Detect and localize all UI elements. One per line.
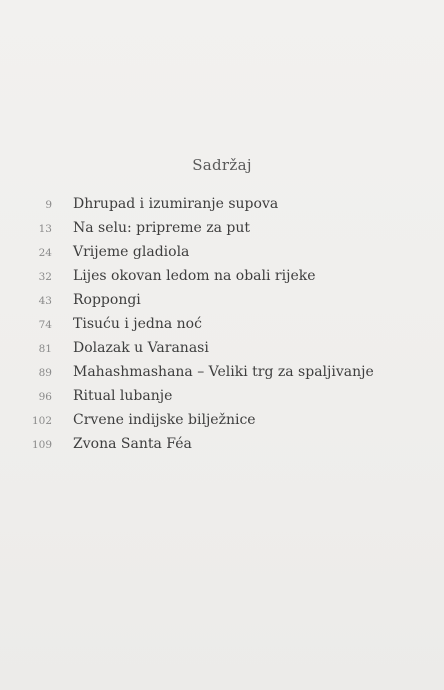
toc-chapter-title: Na selu: pripreme za put: [73, 220, 251, 236]
toc-chapter-title: Roppongi: [73, 292, 141, 308]
toc-chapter-title: Ritual lubanje: [73, 388, 173, 404]
toc-page-number: 9: [45, 199, 52, 211]
toc-page-number: 43: [38, 295, 52, 307]
toc-chapter-title: Vrijeme gladiola: [73, 244, 190, 260]
table-of-contents: [0, 196, 444, 460]
toc-chapter-title: Zvona Santa Féa: [73, 436, 192, 452]
toc-chapter-title: Mahashmashana – Veliki trg za spaljivanje: [73, 364, 374, 380]
toc-page-number: 96: [38, 391, 52, 403]
toc-page-number: 74: [38, 319, 52, 331]
toc-chapter-title: Tisuću i jedna noć: [73, 316, 202, 332]
toc-entry: [0, 412, 444, 436]
page-title: Sadržaj: [192, 156, 252, 174]
toc-page-number: 109: [31, 439, 52, 451]
toc-page-number: 89: [38, 367, 52, 379]
toc-page-number: 102: [31, 415, 52, 427]
toc-chapter-title: Crvene indijske bilježnice: [73, 412, 256, 428]
toc-entry: [0, 244, 444, 268]
toc-chapter-title: Dolazak u Varanasi: [73, 340, 209, 356]
toc-entry: [0, 340, 444, 364]
toc-chapter-title: Lijes okovan ledom na obali rijeke: [73, 268, 316, 284]
toc-entry: [0, 292, 444, 316]
toc-entry: [0, 436, 444, 460]
toc-chapter-title: Dhrupad i izumiranje supova: [73, 196, 279, 212]
toc-entry: [0, 364, 444, 388]
toc-entry: [0, 268, 444, 292]
toc-page-number: 81: [38, 343, 52, 355]
toc-entry: [0, 316, 444, 340]
toc-entry: [0, 388, 444, 412]
toc-entry: [0, 220, 444, 244]
toc-page-number: 24: [38, 247, 52, 259]
toc-page-number: 32: [38, 271, 52, 283]
toc-page-number: 13: [38, 223, 52, 235]
toc-entry: [0, 196, 444, 220]
